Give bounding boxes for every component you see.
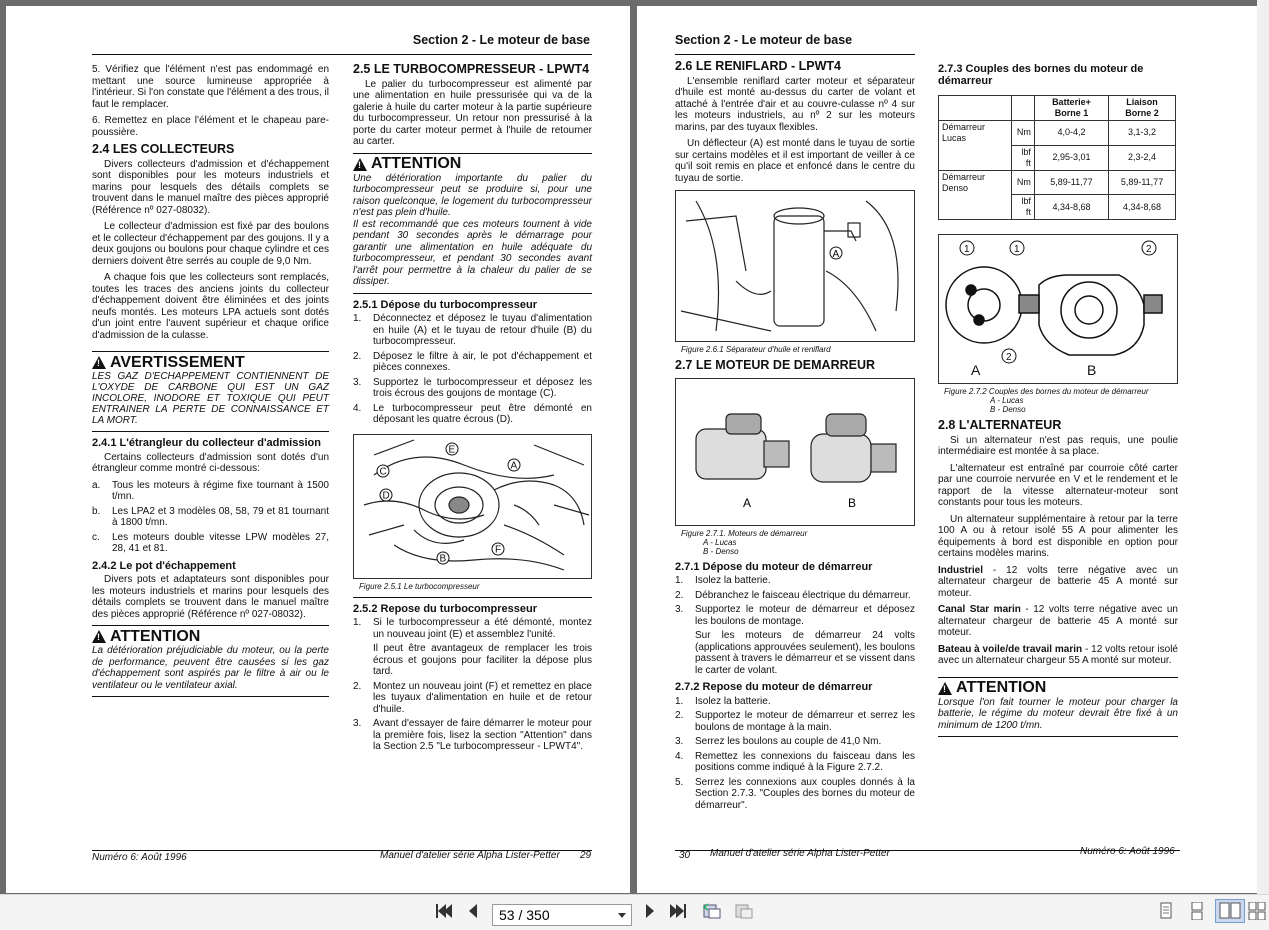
list-item-number: 4. [675,750,684,762]
attention-heading [938,679,1178,697]
table-header-row [939,96,1176,121]
section-2-5-2-heading: 2.5.2 Repose du turbocompresseur [353,602,537,615]
list-item [353,351,592,374]
attention-heading [92,627,329,645]
table-cell [939,145,1012,170]
list-item [92,480,329,503]
scroll-gutter [1257,0,1269,894]
section-2-4-2-heading: 2.4.2 Le pot d'échappement [92,559,236,572]
table-cell [939,96,1012,121]
paragraph: A chaque fois que les collecteurs sont remplacés, toutes les traces des anciens joints du collecteur d'échappement doivent être éliminées et des joints neufs montés. Les moteurs LPA actuels sont dotés d'un joint entre l'auvent supérieur et chaque orifice d'admission de la culasse. [92,272,329,341]
section-2-4-heading: 2.4 LES COLLECTEURS [92,142,235,156]
list-item [353,377,592,400]
caption-line: A - Lucas [703,537,737,547]
section-2-4-1-heading: 2.4.1 L'étrangleur du collecteur d'admission [92,437,321,449]
section-2-6-heading: 2.6 LE RENIFLARD - LPWT4 [675,59,841,73]
label-C: C [379,466,387,477]
table-header: Batterie+ Borne 1 [1034,96,1108,121]
list-item-number: 2. [675,589,684,601]
table-cell: 4,34-8,68 [1034,195,1108,220]
option-label: Canal Star marin [938,604,1021,615]
attention-text: Il est recommandé que ces moteurs tournent à vide pendant 30 secondes après le démarrage pour garantir une alimentation en huile adéquate du turbocompresseur, et pendant 30 secondes avant l'arrêt pour permettre à la chaleur du palier de se dissiper. [353,218,592,287]
label-D: D [382,490,390,501]
footer-title: Manuel d'atelier série Alpha Lister-Petter [710,848,890,859]
warning-icon [938,682,952,695]
footer-page-number: 29 [580,850,592,861]
label-A: A [832,249,840,260]
list-item [353,643,592,678]
list-item-text: Les LPA2 et 3 modèles 08, 58, 79 et 81 tournant à 1800 t/mn. [112,505,329,528]
list-item-text: Isolez la batterie. [695,575,771,586]
section-2-7-1-heading: 2.7.1 Dépose du moteur de démarreur [675,560,873,573]
right-document-page [637,6,1257,893]
list-item-text: Débranchez le faisceau électrique du démarreur. [695,589,911,601]
figure-caption [944,387,1178,414]
table-cell: 5,89-11,77 [1109,170,1176,195]
list-item-number: 5. [675,776,684,788]
paragraph: Un déflecteur (A) est monté dans le tuyau de sortie sur certains modèles et il est important de veiller à ce qu'il soit remis en place et enfoncé dans le centre du tuyau de sortie. [675,138,915,184]
list-item-number: 3. [353,376,362,388]
warning-heading [92,353,329,371]
list-item [675,604,915,627]
list [675,696,915,812]
turbocharger-drawing [354,435,592,578]
table-cell [939,195,1012,220]
callout-2: 2 [1006,352,1012,363]
list-item [675,736,915,748]
go-forward-view-button[interactable] [733,900,755,922]
turbocharger-figure [353,434,592,579]
list-item-number: 2. [353,350,362,362]
divider [92,696,329,697]
table-header: Liaison Borne 2 [1109,96,1176,121]
first-page-icon [433,902,453,920]
attention-text: La détérioration préjudiciable du moteur, ou la perte de performance, peuvent être causées si les gaz d'échappement sont aspirés par le filtre à air ou le ventilateur ou le ventilateur axial. [92,645,329,691]
list-item-text: Si le turbocompresseur a été démonté, montez un nouveau joint (E) et assemblez l'unité. [373,617,592,640]
table-body [939,121,1176,220]
warning-title: AVERTISSEMENT [110,353,245,371]
warning-text: LES GAZ D'ECHAPPEMENT CONTIENNENT DE L'OXYDE DE CARBONE QUI EST UN GAZ INCOLORE, INODORE ET TOXIQUE QUI PEUT ENTRAINER LA PERTE DE CONNAISSANCE ET LA MORT. [92,371,329,426]
list-item-number: c. [92,531,100,543]
chevron-down-icon [618,913,626,918]
table-cell: 2,95-3,01 [1034,145,1108,170]
canal-option [938,604,1178,639]
list-item-number: 3. [353,718,362,729]
option-label: Bateau à voile/de travail marin [938,643,1083,655]
footer-page-number: 30 [679,850,691,861]
table-cell: 4,0-4,2 [1034,121,1108,146]
divider [938,736,1178,737]
table-cell: Nm [1011,121,1034,146]
caption-line: B - Denso [703,546,739,556]
page-number-select[interactable] [492,904,632,926]
continuous-view-icon [1189,902,1205,920]
attention-title: ATTENTION [371,155,462,173]
left-document-page [6,6,630,893]
table-cell: lbf ft [1011,195,1034,220]
paragraph: Le palier du turbocompresseur est alimenté par une alimentation en huile pressurisée qui va de la galerie à huile du carter moteur à la partie supérieure du turbocompresseur. Un retour non pressurisé à la porte du carter moteur permet à l'huile de retourner au carter. [353,78,592,147]
last-page-button[interactable] [668,900,690,922]
list [353,617,592,753]
facing-view-icon [1219,902,1241,920]
divider [92,625,329,626]
footer-title: Manuel d'atelier série Alpha Lister-Petter [380,850,560,861]
attention-title: ATTENTION [110,627,201,645]
divider [92,431,329,432]
page-header: Section 2 - Le moteur de base [675,33,853,47]
paragraph: Un alternateur supplémentaire à retour par la terre 100 A ou à retour isolé 55 A pour alimenter les équipements à bord est disponible en option pour certains modèles marins. [938,513,1178,559]
label-F: F [495,544,502,555]
divider [92,351,329,352]
list [92,480,329,555]
list-item [353,313,592,348]
first-page-button[interactable] [432,900,454,922]
paragraph: Divers collecteurs d'admission et d'échappement sont disponibles pour les moteurs industriels et marins pour lesquels des détails complets se trouvent dans le manuel maître des pièces approprié (Référence nº 027-08032). [92,158,329,216]
list-item-text: Serrez les connexions aux couples donnés à la Section 2.7.3. "Couples des bornes du moteur de démarreur". [695,776,915,811]
paragraph: Certains collecteurs d'admission sont dotés d'un étrangleur comme montré ci-dessous: [92,451,329,474]
list-item [353,617,592,640]
header-rule [675,54,915,55]
table-cell: lbf ft [1011,145,1034,170]
table-row [939,145,1176,170]
callout-2: 2 [1146,244,1152,255]
list [675,575,915,676]
paragraph: Divers pots et adaptateurs sont disponibles pour les moteurs industriels et marins pour lesquels des détails complets se trouvent dans le manuel maître des pièces approprié (Référence nº 027-08032). [92,574,329,620]
label-E: E [448,444,456,455]
list-item-number: 4. [353,402,362,414]
caption-line: A - Lucas [990,396,1024,405]
caption-line: Figure 2.7.1. Moteurs de démarreur [681,528,808,538]
page-number-value: 53 / 350 [499,907,550,923]
list-item [353,681,592,716]
go-back-view-button[interactable] [701,900,723,922]
continuous-view-button[interactable] [1186,900,1208,922]
right-column-a [675,61,915,815]
list-item-number: 1. [675,575,684,586]
header-rule [92,54,592,55]
table-cell: 4,34-8,68 [1109,195,1176,220]
previous-page-button[interactable] [462,900,484,922]
callout-1: 1 [1014,244,1020,255]
option-label: Industriel [938,564,984,576]
list-item-text: Serrez les boulons au couple de 41,0 Nm. [695,736,882,747]
list-item-number: a. [92,479,101,491]
table-row [939,170,1176,195]
warning-icon [92,630,106,643]
torque-table [938,95,1176,220]
section-2-7-2-heading: 2.7.2 Repose du moteur de démarreur [675,681,873,693]
section-2-8-heading: 2.8 L'ALTERNATEUR [938,418,1062,432]
section-2-5-1-heading: 2.5.1 Dépose du turbocompresseur [353,298,537,311]
caption-line: Figure 2.7.2 Couples des bornes du moteur de démarreur [944,387,1149,396]
boat-option [938,644,1178,667]
list-item-text: Les moteurs double vitesse LPW modèles 27, 28, 41 et 81. [112,531,329,554]
list-item [675,696,915,708]
warning-icon [92,356,106,369]
list-item [675,630,915,676]
table-cell: 3,1-3,2 [1109,121,1176,146]
terminal-torque-figure [938,234,1178,384]
list-item-text: Il peut être avantageux de remplacer les trois écrous et goujons pour faciliter la dépose plus tard. [373,643,592,677]
divider [938,677,1178,678]
left-column-a [92,64,329,701]
figure-caption [681,529,915,556]
figure-label-A: A [971,362,981,378]
paragraph: Si un alternateur n'est pas requis, une poulie intermédiaire est montée à sa place. [938,434,1178,457]
last-page-icon [669,902,689,920]
industrial-option [938,565,1178,600]
section-2-7-3-heading: 2.7.3 Couples des bornes du moteur de démarreur [938,63,1144,87]
divider [353,293,592,294]
list-item-text: Déconnectez et déposez le tuyau d'alimentation en huile (A) et le tuyau de retour d'huile (B) du turbocompresseur. [373,313,592,347]
footer-date: Numéro 6: Août 1996 [92,852,187,863]
list-item-text: Supportez le moteur de démarreur et serrez les boulons de montage à la main. [695,710,915,733]
list-item-text: Supportez le turbocompresseur et déposez les trois écrous des goujons de montage (C). [373,376,592,399]
figure-label-B: B [848,495,857,510]
list-item-number: 1. [675,695,684,707]
single-page-view-button[interactable] [1155,900,1177,922]
list-item-number: 3. [675,736,684,747]
list-item [675,777,915,812]
starter-motors-drawing [676,379,915,525]
facing-view-button[interactable] [1215,899,1245,923]
list-item-text: Déposez le filtre à air, le pot d'échappement et pièces connexes. [373,350,592,373]
table-row [939,121,1176,146]
paragraph: Le collecteur d'admission est fixé par des boulons et le collecteur d'échappement par des goujons. Il y a deux goujons ou boulons pour chaque cylindre et ces derniers doivent être serrés au couple de 9,0 Nm. [92,221,329,267]
list-item-number: 2. [675,710,684,721]
breather-drawing [676,191,915,341]
table-cell: Nm [1011,170,1034,195]
figure-caption: Figure 2.6.1 Séparateur d'huile et reniflard [681,345,831,354]
list-item-number: b. [92,505,101,517]
list-item-text: Tous les moteurs à régime fixe tournant à 1500 t/mn. [112,479,329,502]
list-item [353,403,592,426]
list-item-text: Supportez le moteur de démarreur et déposez les boulons de montage. [695,604,915,627]
prev-page-icon [465,902,481,920]
attention-text: Lorsque l'on fait tourner le moteur pour charger la batterie, le régime du moteur devrait être fixé à un minimum de 1200 t/mn. [938,696,1178,731]
continuous-facing-view-button[interactable] [1247,900,1267,922]
breather-figure [675,190,915,342]
viewer-toolbar [0,894,1269,930]
label-B: B [439,553,447,564]
caption-line: B - Denso [990,405,1026,414]
table-cell [1011,96,1034,121]
list-item [675,590,915,602]
list-item-text: Sur les moteurs de démarreur 24 volts (applications approuvées seulement), les boulons passent à travers le démarreur et se vissent dans le carter de volant. [695,630,915,676]
divider [353,597,592,598]
list-item [92,506,329,529]
option-text: - 12 volts retour isolé avec un alternateur chargeur 55 A monté sur moteur. [938,643,1178,666]
paragraph: L'alternateur est entraîné par courroie côté carter par une courroie nervurée en V et le rendement et le rapport de la vitesse alternateur-moteur sont constants pour tous les moteurs. [938,462,1178,508]
list [353,313,592,426]
step-6-text: 6. Remettez en place l'élément et le chapeau pare-poussière. [92,115,329,138]
continuous-facing-view-icon [1248,902,1266,920]
go-forward-view-icon [734,902,754,920]
table-cell: 2,3-2,4 [1109,145,1176,170]
section-2-5-heading: 2.5 LE TURBOCOMPRESSEUR - LPWT4 [353,62,590,76]
step-5-text: 5. Vérifiez que l'élément n'est pas endommagé en mettant une source lumineuse appropriée à l'intérieur. Si l'on constate que l'élément a des trous, il faut le remplacer. [92,64,329,110]
list-item [675,575,915,587]
table-row [939,195,1176,220]
footer-date: Numéro 6: Août 1996 [1080,846,1175,857]
left-column-b [353,64,592,757]
list-item-text: Avant d'essayer de faire démarrer le moteur pour la première fois, lisez la section "Attention" dans la Section 2.5 "Le turbocompresseur - LPWT4". [373,718,592,752]
table-cell: Démarreur Denso [939,170,1012,195]
list-item-text: Isolez la batterie. [695,695,771,707]
single-page-view-icon [1158,902,1174,920]
next-page-button[interactable] [639,900,661,922]
callout-1: 1 [964,244,970,255]
list-item-number: 1. [353,313,362,324]
go-back-view-icon [702,902,722,920]
next-page-icon [642,902,658,920]
list-item-text: Remettez les connexions du faisceau dans les positions comme indiqué à la Figure 2.7.2. [695,750,915,773]
right-column-b [938,64,1178,741]
page-header: Section 2 - Le moteur de base [412,33,590,47]
list-item-number: 3. [675,604,684,615]
option-text: - 12 volts terre négative avec un alternateur chargeur de batterie 45 A monté sur moteur. [938,604,1178,638]
figure-label-A: A [743,495,752,510]
list-item [675,751,915,774]
section-2-7-heading: 2.7 LE MOTEUR DE DEMARREUR [675,358,876,372]
list-item-number: 2. [353,680,362,692]
table-cell: 5,89-11,77 [1034,170,1108,195]
attention-title: ATTENTION [956,679,1047,697]
starter-motors-figure [675,378,915,526]
list-item [675,710,915,733]
table-cell: Démarreur Lucas [939,121,1012,146]
attention-heading [353,155,592,173]
figure-label-B: B [1087,362,1097,378]
divider [353,153,592,154]
paragraph: L'ensemble reniflard carter moteur et séparateur d'huile est monté au-dessus du carter de volant et attaché à l'entrée d'air et au couvre-culasse nº 4 sur les moteurs industriels, au nº 2 sur les moteurs marins, par des tuyaux flexibles. [675,75,915,133]
list-item [353,718,592,753]
list-item-number: 1. [353,617,362,628]
label-A: A [510,460,518,471]
option-text: - 12 volts terre négative avec un alternateur chargeur de batterie 45 A monté sur moteur. [938,564,1178,599]
list-item [92,532,329,555]
list-item-number [675,630,695,676]
figure-caption: Figure 2.5.1 Le turbocompresseur [359,581,480,591]
list-item-text: Le turbocompresseur peut être démonté en déposant les quatre écrous (D). [373,402,592,425]
attention-text: Une détérioration importante du palier du turbocompresseur peut se produire si, pour une raison quelconque, le logement du turbocompresseur n'est pas plein d'huile. [353,172,592,218]
terminal-torque-drawing [939,235,1178,383]
list-item-text: Montez un nouveau joint (F) et remettez en place les tuyaux d'alimentation en huile et de retour d'huile. [373,680,592,715]
warning-icon [353,158,367,171]
list-item-number [353,643,373,678]
